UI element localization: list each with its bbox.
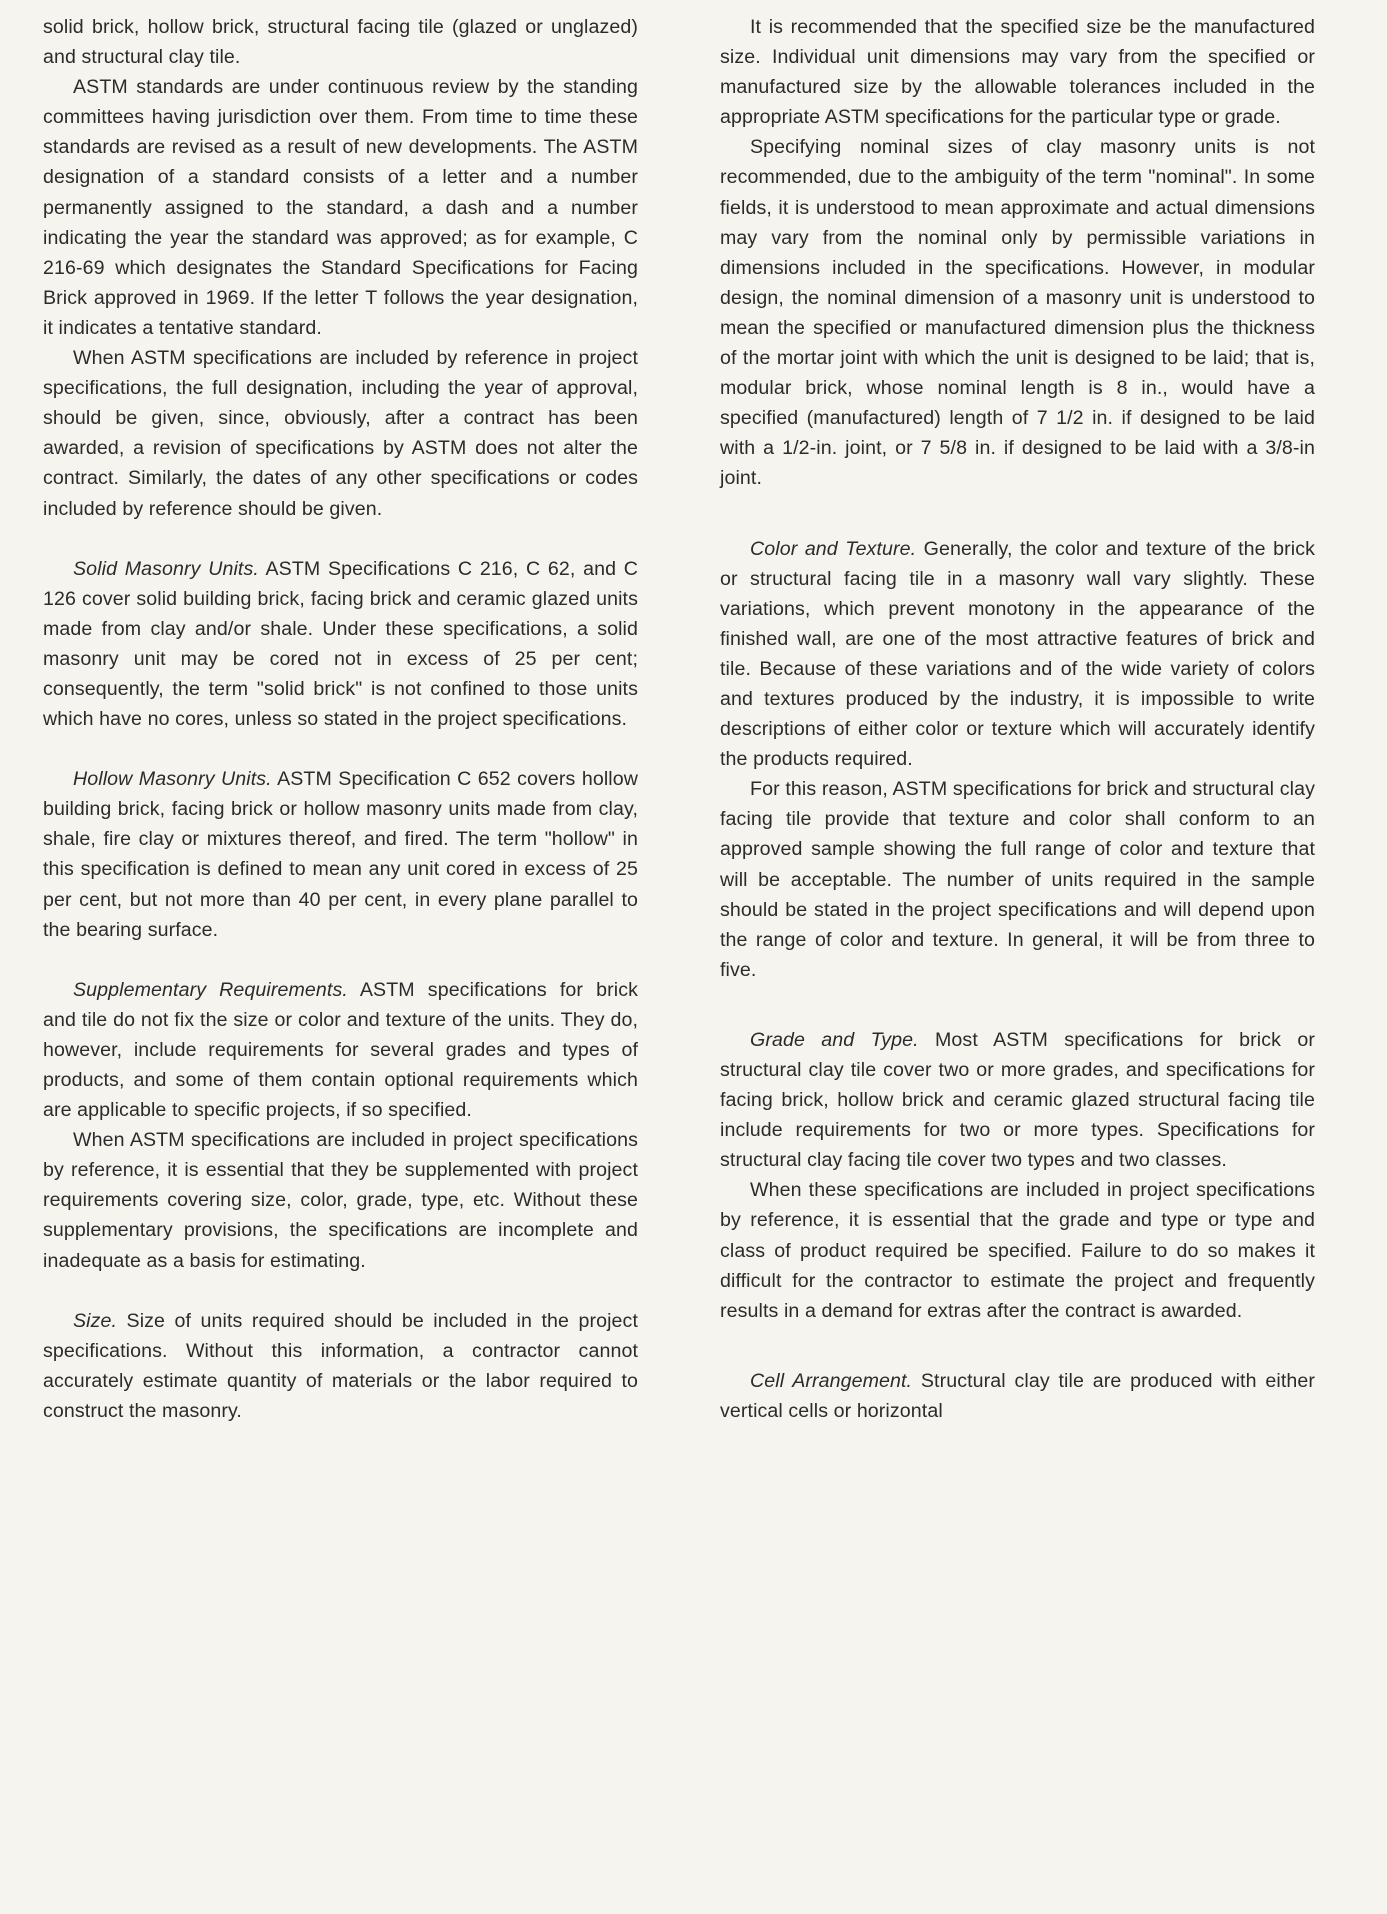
- section-text: Size of units required should be included in the project specifications. Without this information, a contractor cannot accurately estimate quantity of materials or the labor required to construct the masonry.: [43, 1309, 638, 1422]
- section-text: Structural clay tile are produced with either vertical cells or horizontal: [720, 1369, 1315, 1422]
- section-text: ASTM specifications for brick and tile do not fix the size or color and texture of the units. They do, however, include requirements for several grades and types of products, and some of them contain optional requirements which are applicable to specific projects, if so specified.: [43, 978, 638, 1122]
- section-text: ASTM Specifications C 216, C 62, and C 126 cover solid building brick, facing brick and ceramic glazed units made from clay and/or shale. Under these specifications, a solid masonry unit may be cored not in excess of 25 per cent; consequently, the term "solid brick" is not confined to those units which have no cores, unless so stated in the project specifications.: [43, 557, 638, 731]
- section-text: Most ASTM specifications for brick or structural clay tile cover two or more grades, and specifications for facing brick, hollow brick and ceramic glazed structural facing tile include requirements for two or more types. Specifications for structural clay facing tile cover two types and two classes.: [720, 1028, 1315, 1172]
- section-grade-and-type: [720, 1025, 1315, 1175]
- paragraph: It is recommended that the specified size be the manufactured size. Individual unit dimensions may vary from the specified or manufactured size by the allowable tolerances included in the appropriate ASTM specifications for the particular type or grade.: [720, 16, 1315, 129]
- section-heading: Color and Texture.: [750, 537, 917, 560]
- paragraph: For this reason, ASTM specifications for brick and structural clay facing tile provide that texture and color shall conform to an approved sample showing the full range of color and texture that will be acceptable. The number of units required in the sample should be stated in the project specifications and will depend upon the range of color and texture. In general, it will be from three to five.: [720, 778, 1315, 981]
- section-heading: Hollow Masonry Units.: [73, 768, 272, 791]
- paragraph: Specifying nominal sizes of clay masonry units is not recommended, due to the ambiguity of the term "nominal". In some fields, it is understood to mean approximate and actual dimensions may vary from the nominal only by permissible variations in dimensions included in the specifications. However, in modular design, the nominal dimension of a masonry unit is understood to mean the specified or manufactured dimension plus the thickness of the mortar joint with which the unit is designed to be laid; that is, modular brick, whose nominal length is 8 in., would have a specified (manufactured) length of 7 1/2 in. if designed to be laid with a 1/2-in. joint, or 7 5/8 in. if designed to be laid with a 3/8-in joint.: [720, 136, 1315, 490]
- section-heading: Supplementary Requirements.: [73, 978, 348, 1001]
- section-supplementary-requirements: [43, 975, 638, 1125]
- section-solid-masonry-units: [43, 554, 638, 735]
- section-hollow-masonry-units: [43, 764, 638, 945]
- right-column: [720, 12, 1315, 1914]
- section-text: ASTM Specification C 652 covers hollow building brick, facing brick or hollow masonry units made from clay, shale, fire clay or mixtures thereof, and fired. The term "hollow" in this specification is defined to mean any unit cored in excess of 25 per cent, but not more than 40 per cent, in every plane parallel to the bearing surface.: [43, 768, 638, 941]
- section-text: Generally, the color and texture of the brick or structural facing tile in a masonry wall vary slightly. These variations, which prevent monotony in the appearance of the finished wall, are one of the most attractive features of brick and tile. Because of these variations and of the wide variety of colors and textures produced by the industry, it is impossible to write descriptions of either color or texture which will accurately identify the products required.: [720, 537, 1315, 771]
- paragraph: When ASTM specifications are included by reference in project specifications, the full designation, including the year of approval, should be given, since, obviously, after a contract has been awarded, a revision of specifications by ASTM does not alter the contract. Similarly, the dates of any other specifications or codes included by reference should be given.: [43, 347, 638, 520]
- paragraph: When ASTM specifications are included in project specifications by reference, it is essential that they be supplemented with project requirements covering size, color, grade, type, etc. Without these supplementary provisions, the specifications are incomplete and inadequate as a basis for estimating.: [43, 1129, 638, 1272]
- section-heading: Cell Arrangement.: [750, 1369, 913, 1392]
- section-cell-arrangement: [720, 1366, 1315, 1426]
- paragraph: solid brick, hollow brick, structural facing tile (glazed or unglazed) and structural clay tile.: [43, 16, 638, 69]
- section-color-and-texture: [720, 534, 1315, 775]
- paragraph: ASTM standards are under continuous review by the standing committees having jurisdiction over them. From time to time these standards are revised as a result of new developments. The ASTM designation of a standard consists of a letter and a number permanently assigned to the standard, a dash and a number indicating the year the standard was approved; as for example, C 216-69 which designates the Standard Specifications for Facing Brick approved in 1969. If the letter T follows the year designation, it indicates a tentative standard.: [43, 76, 638, 339]
- section-size: [43, 1306, 638, 1426]
- section-heading: Grade and Type.: [750, 1028, 919, 1051]
- section-heading: Solid Masonry Units.: [73, 557, 259, 580]
- paragraph: When these specifications are included in project specifications by reference, it is essential that the grade and type or type and class of product required be specified. Failure to do so makes it difficult for the contractor to estimate the project and frequently results in a demand for extras after the contract is awarded.: [720, 1179, 1315, 1322]
- section-heading: Size.: [73, 1309, 118, 1332]
- left-column: [43, 12, 638, 1914]
